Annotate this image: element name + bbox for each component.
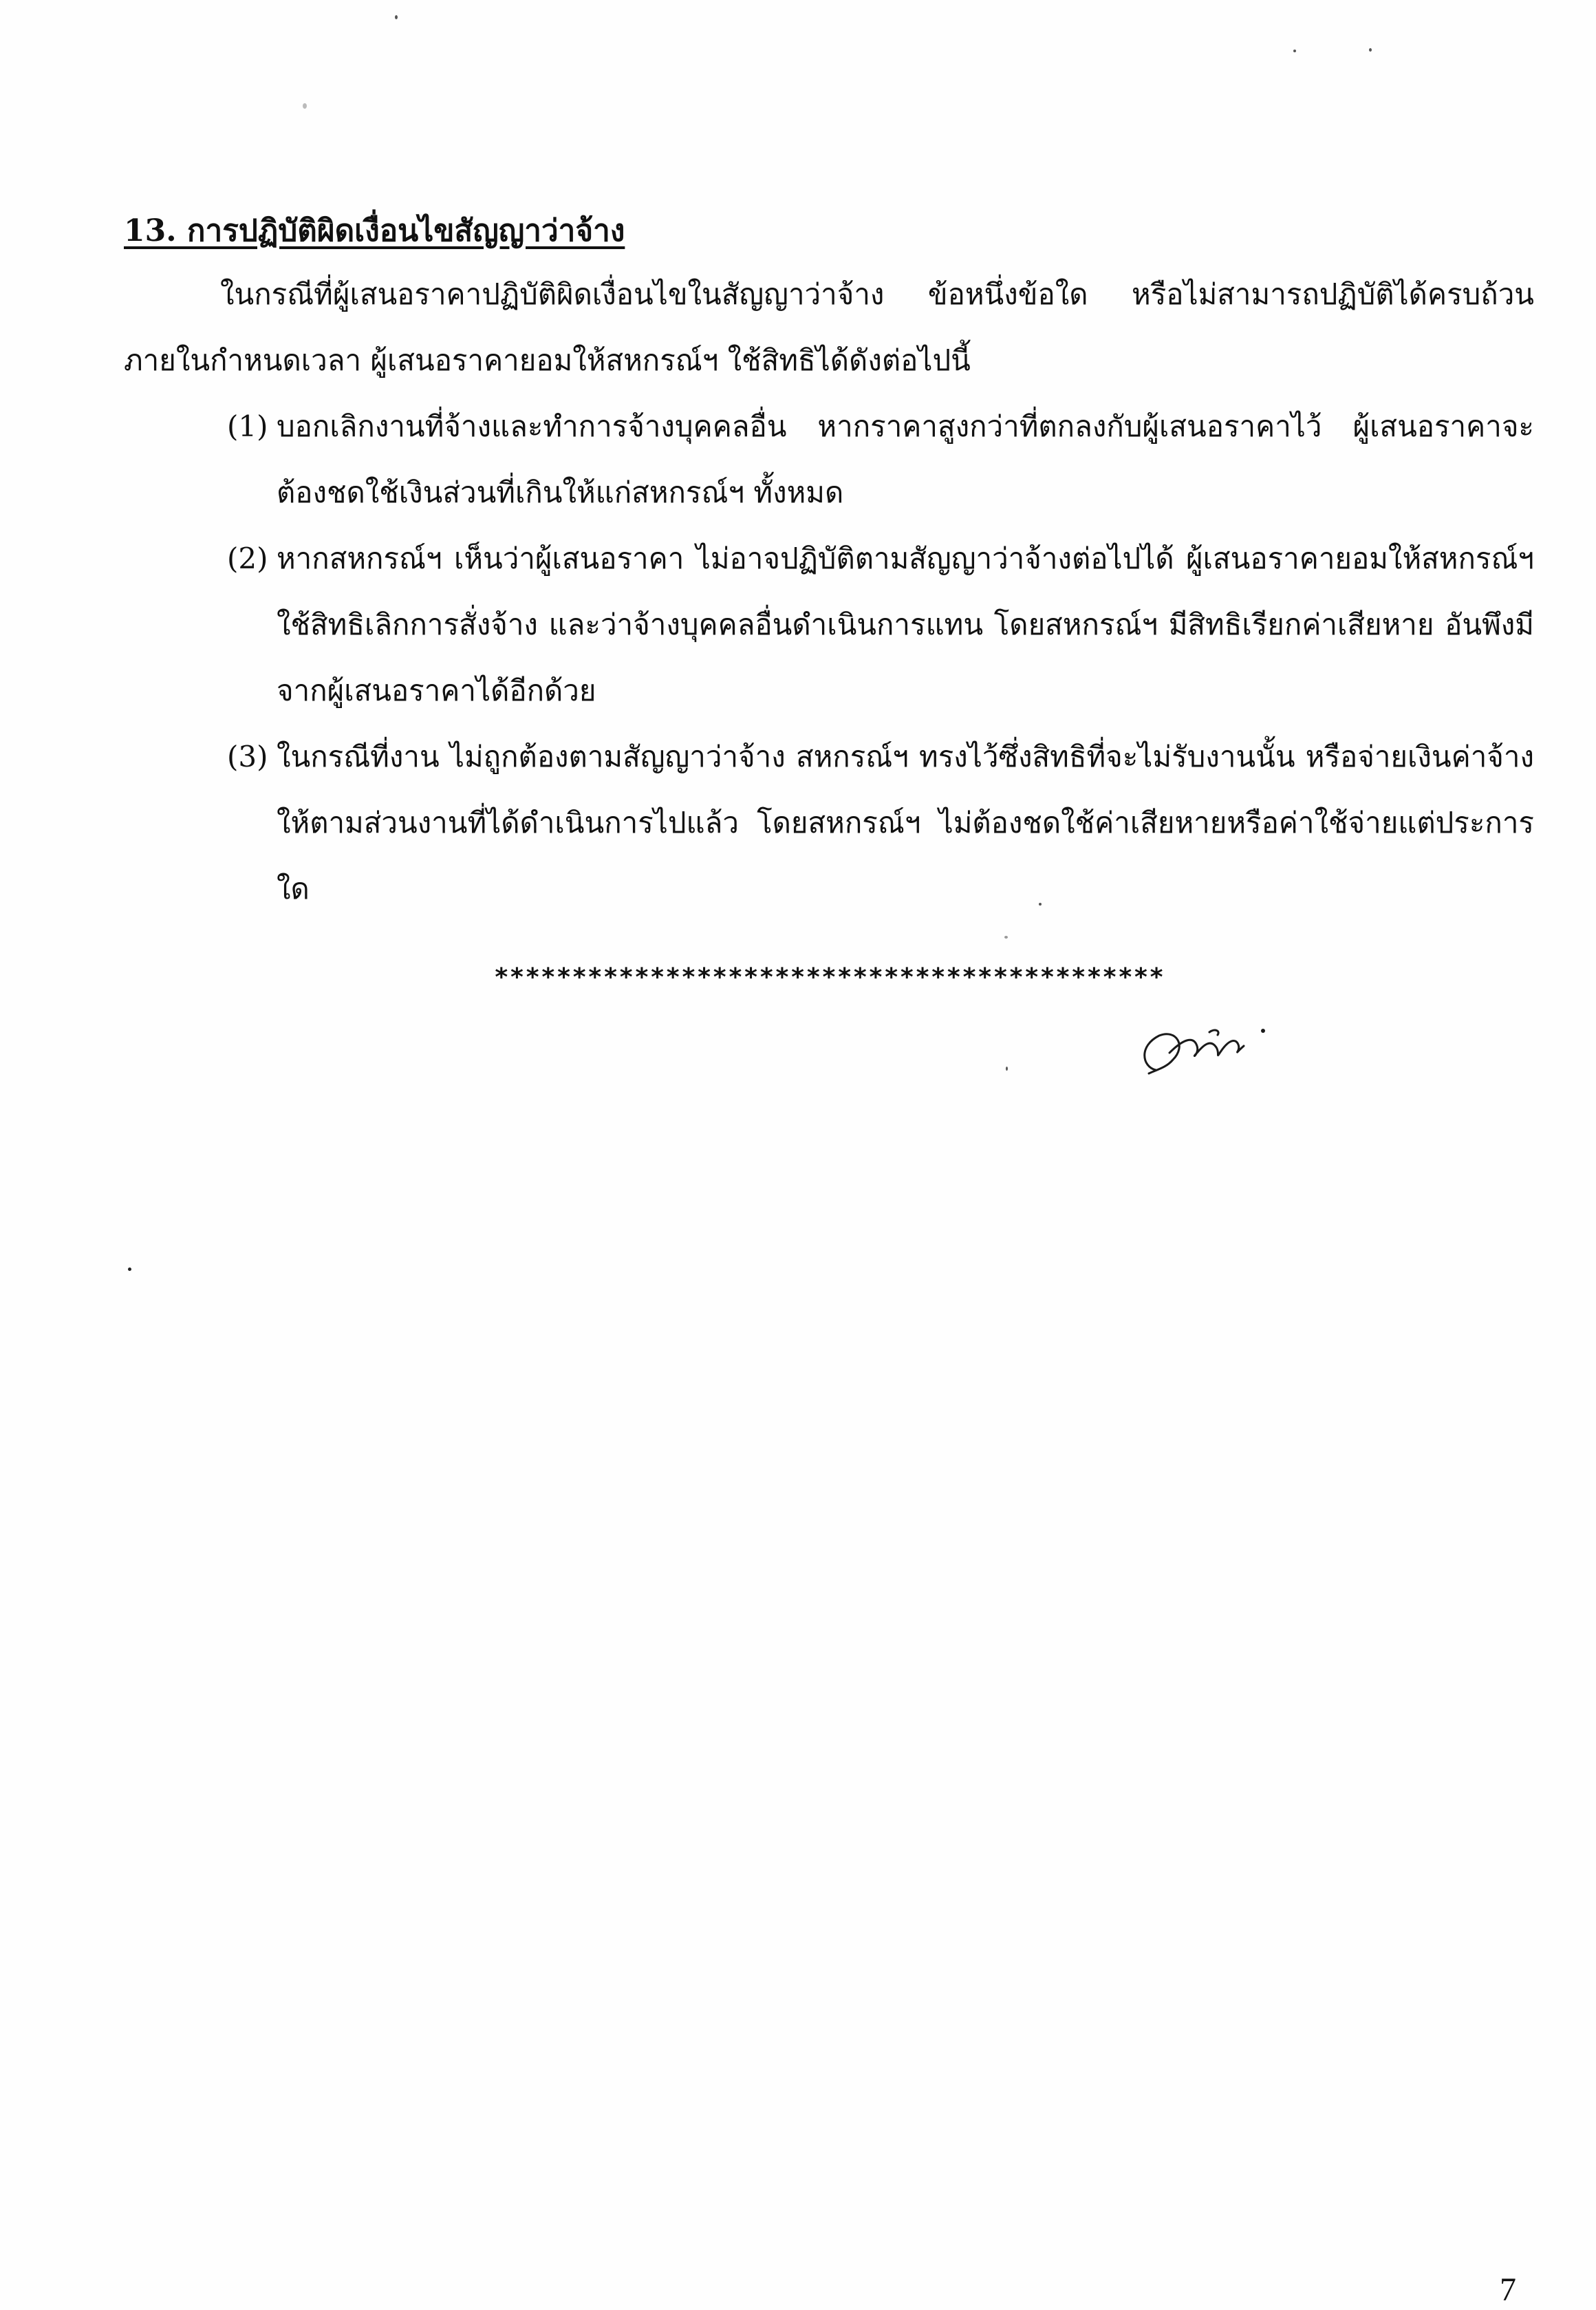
list-item-number: (3) (227, 740, 268, 773)
scan-speck (1006, 1067, 1008, 1071)
scan-speck (303, 103, 307, 109)
end-of-section-marker: ******************************************* (494, 963, 1165, 992)
handwritten-signature (1128, 1005, 1280, 1087)
list-item-text: บอกเลิกงานที่จ้างและทำการจ้างบุคคลอื่น หากราคาสูงกว่าที่ตกลงกับผู้เสนอราคาไว้ ผู้เสนอราคาจะต้องชดใช้เงินส่วนที่เกินให้แก่สหกรณ์ฯ ทั้งหมด (277, 409, 1534, 509)
list-item (227, 526, 1534, 724)
list-item-text: หากสหกรณ์ฯ เห็นว่าผู้เสนอราคา ไม่อาจปฏิบัติตามสัญญาว่าจ้างต่อไปได้ ผู้เสนอราคายอมให้สหกรณ์ฯ ใช้สิทธิเลิกการสั่งจ้าง และว่าจ้างบุคคลอื่นดำเนินการแทน โดยสหกรณ์ฯ มีสิทธิเรียกค่าเสียหาย อันพึงมีจากผู้เสนอราคาได้อีกด้วย (277, 542, 1534, 707)
scan-speck (1293, 50, 1296, 52)
scan-speck (1004, 936, 1008, 939)
list-item (227, 394, 1534, 526)
page-number: 7 (1500, 2271, 1516, 2308)
scan-speck (395, 15, 398, 19)
list-item-number: (2) (227, 542, 268, 575)
section-heading: 13. การปฏิบัติผิดเงื่อนไขสัญญาว่าจ้าง (124, 213, 625, 248)
list-item-number: (1) (227, 409, 268, 443)
list-item-text: ในกรณีที่งาน ไม่ถูกต้องตามสัญญาว่าจ้าง สหกรณ์ฯ ทรงไว้ซึ่งสิทธิที่จะไม่รับงานนั้น หรือจ่ายเงินค่าจ้างให้ตามส่วนงานที่ได้ดำเนินการไปแล้ว โดยสหกรณ์ฯ ไม่ต้องชดใช้ค่าเสียหายหรือค่าใช้จ่ายแต่ประการใด (277, 740, 1534, 906)
section-intro-paragraph: ในกรณีที่ผู้เสนอราคาปฏิบัติผิดเงื่อนไขในสัญญาว่าจ้าง ข้อหนึ่งข้อใด หรือไม่สามารถปฏิบัติได้ครบถ้วนภายในกำหนดเวลา ผู้เสนอราคายอมให้สหกรณ์ฯ ใช้สิทธิได้ดังต่อไปนี้ (124, 277, 1534, 377)
scan-speck (128, 1268, 131, 1271)
list-item (227, 724, 1534, 922)
scan-speck (1369, 48, 1372, 52)
